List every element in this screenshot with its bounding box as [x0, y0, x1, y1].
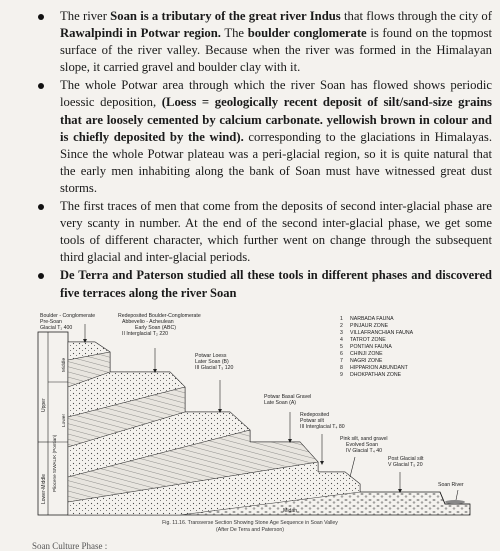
- text: The: [220, 26, 248, 41]
- text: corresponding to the glaciations in Himalayas. Since the whole Potwar plateau was a peri-glacial region, so it is quite natural that the early men inhabiting along the bank of Soan must have witnessed great dust storms.: [60, 129, 492, 195]
- text: The river: [60, 9, 111, 23]
- legend-number: 5: [340, 344, 343, 350]
- legend-item: PINJAUR ZONE: [350, 323, 389, 329]
- bullet-icon: [38, 14, 44, 20]
- bullet-list: [30, 8, 492, 303]
- legend-number: 8: [340, 365, 343, 371]
- legend-number: 3: [340, 330, 343, 336]
- bullet-icon: [38, 83, 44, 89]
- label-line: II Interglacial T₂ 220: [122, 331, 169, 337]
- label-line: III Interglacial T₄ 80: [300, 424, 345, 430]
- caption-line: Fig. 11.16. Transverse Section Showing Stone Age Sequence in Soan Valley: [162, 520, 338, 526]
- caption-line: (After De Terra and Paterson): [216, 527, 284, 533]
- label-line: III Glacial T₃ 120: [195, 365, 234, 371]
- figure-caption: [0, 520, 500, 534]
- label-line: Potwar silt: [300, 418, 324, 424]
- label-pliocene: Pliocene SIWALIK (Pontian): [52, 434, 57, 492]
- label-lower: Lower: [62, 413, 67, 427]
- label-line: Redeposited Boulder-Conglomerate: [118, 313, 201, 319]
- label-line: Evolved Soan: [346, 442, 379, 448]
- footer-heading: Soan Culture Phase :: [32, 541, 108, 551]
- text-bold: Rawalpindi in Potwar region.: [60, 26, 221, 41]
- bullet-icon: [38, 273, 44, 279]
- legend-number: 2: [340, 323, 343, 329]
- text: The first traces of men that come from the deposits of second inter-glacial phase are very scanty in number. At the end of the second inter-glacial phase, we get some tools of different character, which further went on change through the subsequent third glacial and inter-glacial periods.: [60, 199, 492, 265]
- label-line: Abbevelio - Acheulean: [122, 319, 174, 325]
- bullet-icon: [38, 204, 44, 210]
- label-midan: Midan: [283, 508, 298, 514]
- label-pink-silt: [340, 436, 388, 454]
- label-line: V Glacial T₅ 20: [388, 462, 423, 468]
- bullet-soan-tributary: [30, 8, 492, 76]
- river-water: [445, 500, 465, 504]
- label-upper: Upper: [41, 398, 47, 412]
- label-line: Boulder - Conglomerate: [40, 313, 96, 319]
- bullet-loess: [30, 77, 492, 197]
- label-line: Early Soan (ABC): [135, 325, 176, 331]
- label-line: IV Glacial T₄ 40: [346, 448, 383, 454]
- label-line: Later Soan (B): [195, 359, 229, 365]
- legend-item: NARBADA FAUNA: [350, 316, 394, 322]
- text-bold: De Terra and Paterson studied all these tools in different phases and discovered five terraces along the river Soan: [60, 268, 492, 300]
- label-potwar-loess: [195, 353, 233, 371]
- label-soan-river: Soan River: [438, 482, 464, 488]
- text: is found on the topmost surface of the river valley. Because when the river was formed in the Himalayan slope, it carried gravel and boulder clay with it.: [60, 26, 492, 75]
- label-line: Redeposited: [300, 412, 330, 418]
- terrace-figure: [0, 312, 500, 549]
- label-potwar-basal-gravel: [264, 394, 311, 406]
- legend-item: CHINJI ZONE: [350, 351, 383, 357]
- label-line: Post Glacial silt: [388, 456, 424, 462]
- text: that flows through the city of: [340, 9, 492, 23]
- label-line: Pink silt, sand gravel: [340, 436, 388, 442]
- legend-item: VILLAFRANCHIAN FAUNA: [350, 330, 414, 336]
- text-bold: (Loess = geologically recent deposit of silt/sand-size grains that are loosely cemented by calcium carbonate. yellowish brown in colour and is chiefly deposited by the wind).: [60, 95, 492, 144]
- legend-item: DHOKPATHAN ZONE: [350, 372, 402, 378]
- label-line: Late Soan (A): [264, 400, 297, 406]
- label-boulder-conglomerate: [40, 313, 95, 331]
- label-line: Potwar Loess: [195, 353, 227, 359]
- bullet-de-terra: [30, 267, 492, 301]
- arrow: [456, 490, 458, 500]
- text: The whole Potwar area through which the river Soan has flowed shows periodic loessic deposition,: [60, 78, 492, 110]
- legend-number: 4: [340, 337, 343, 343]
- label-redeposited-silt: [300, 412, 345, 430]
- legend-item: PONTIAN FAUNA: [350, 344, 392, 350]
- text-bold: Soan is a tributary of the great river Indus: [110, 9, 341, 23]
- label-line: Glacial T₁ 400: [40, 325, 73, 331]
- label-line: Pre-Soan: [40, 319, 62, 325]
- bullet-first-traces: [30, 198, 492, 266]
- legend-item: TATROT ZONE: [350, 337, 386, 343]
- terrace-diagram: [0, 312, 500, 549]
- label-redeposited-boulder: [118, 313, 201, 337]
- fauna-legend: [340, 316, 414, 378]
- text-bold: boulder conglomerate: [247, 26, 367, 41]
- label-line: Potwar Basal Gravel: [264, 394, 312, 400]
- legend-item: NAGRI ZONE: [350, 358, 383, 364]
- label-lower-middle: Lower-Middle: [41, 473, 47, 504]
- arrow: [350, 457, 355, 477]
- arrow-head: [320, 461, 324, 465]
- legend-item: HIPPARION ABUNDANT: [350, 365, 408, 371]
- label-middle: Middle: [62, 357, 67, 372]
- legend-number: 7: [340, 358, 343, 364]
- legend-number: 1: [340, 316, 343, 322]
- legend-number: 9: [340, 372, 343, 378]
- legend-number: 6: [340, 351, 343, 357]
- label-post-glacial: [388, 456, 424, 468]
